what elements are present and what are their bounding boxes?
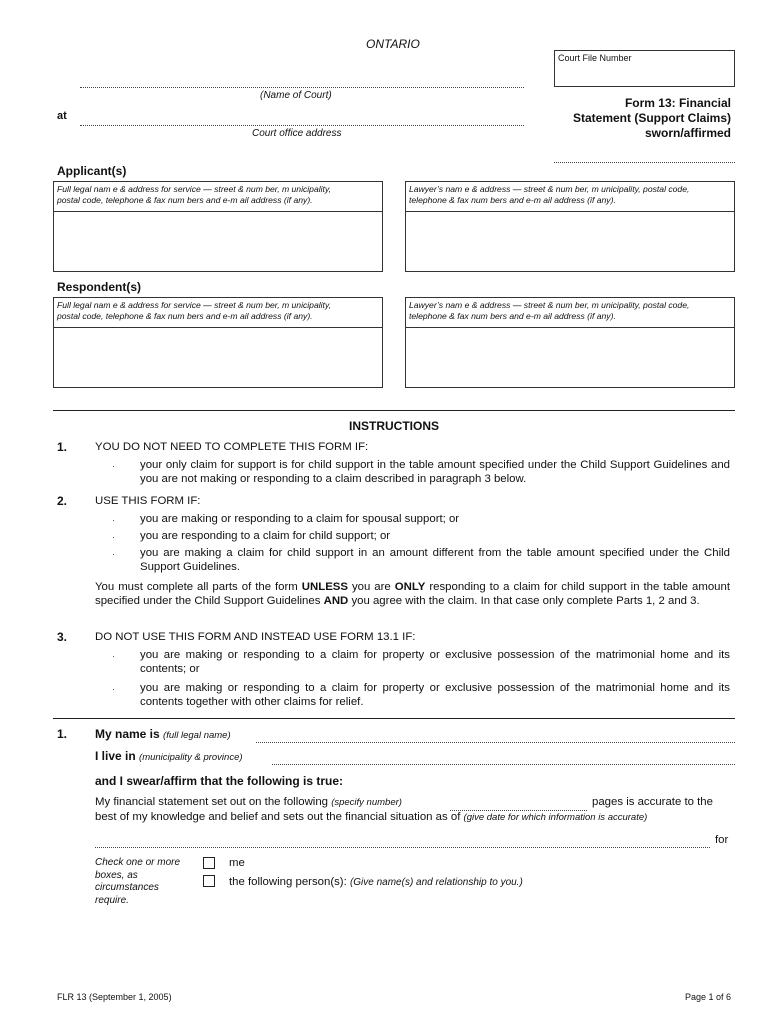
footer-form-id: FLR 13 (September 1, 2005) [57, 992, 172, 1002]
bullet-mark: · [112, 651, 115, 661]
form-title-line2: Statement (Support Claims) [572, 111, 731, 125]
instr-1-number: 1. [57, 440, 68, 454]
bullet-mark: · [112, 461, 115, 471]
sworn-date-field[interactable] [554, 161, 735, 163]
respondent-lawyer-instr-line2: telephone & fax num bers and e-m ail address (if any). [409, 311, 616, 321]
live-label: I live in [95, 749, 136, 763]
respondent-lawyer-instr-line1: Lawyer’s nam e & address — street & num ber, m unicipality, postal code, [409, 300, 690, 310]
statement-text-b: pages is accurate to the [592, 796, 713, 808]
court-office-label: Court office address [252, 128, 342, 139]
respondent-lawyer-instructions [406, 298, 734, 328]
instructions-bottom-rule [53, 718, 735, 719]
respondents-heading: Respondent(s) [57, 280, 141, 294]
applicant-info-box[interactable] [53, 181, 383, 272]
instr-2-title: USE THIS FORM IF: [95, 495, 201, 507]
form-title [540, 96, 731, 141]
form-title-line3: sworn/affirmed [644, 126, 731, 140]
form-title-line1: Form 13: Financial [624, 96, 731, 110]
name-hint: (full legal name) [163, 730, 231, 741]
statement-hint-number: (specify number) [331, 797, 402, 808]
live-hint: (municipality & province) [139, 752, 243, 763]
instr-2-para-part-d: you agree with the claim. In that case only complete Parts 1, 2 and 3. [348, 594, 700, 607]
statement-line-1 [95, 796, 402, 808]
instr-2-para-only: ONLY [394, 581, 426, 593]
footer-page-number: Page 1 of 6 [684, 992, 731, 1002]
name-row [95, 727, 231, 741]
instr-3-title: DO NOT USE THIS FORM AND INSTEAD USE FORM 13.1 IF: [95, 631, 416, 643]
instr-2-para-unless: UNLESS [301, 581, 348, 593]
court-name-label: (Name of Court) [260, 90, 332, 101]
part1-number: 1. [57, 727, 68, 741]
applicant-info-instr-line2: postal code, telephone & fax num bers and e-m ail address (if any). [57, 195, 313, 205]
instr-2-para-part-b: you are [347, 581, 395, 593]
name-label: My name is [95, 727, 160, 741]
bullet-mark: · [112, 549, 115, 559]
instructions-heading: INSTRUCTIONS [349, 419, 439, 433]
bullet-mark: · [112, 532, 115, 542]
statement-text-c: best of my knowledge and belief and sets out the financial situation as of [95, 811, 461, 823]
instr-2-paragraph [95, 581, 730, 608]
instr-2-para-and: AND [323, 594, 349, 607]
statement-hint-date: (give date for which information is accurate) [463, 812, 648, 823]
instr-3-bullet-2: you are making or responding to a claim for property or exclusive possession of the matrimonial home and its contents together with other claims for relief. [140, 682, 730, 708]
instr-2-number: 2. [57, 494, 68, 508]
applicant-info-instructions [54, 182, 382, 212]
checkbox-following-persons[interactable] [203, 875, 215, 887]
instr-2-para-part-c: responding to a claim for child support in the table amount specified under the Child Support Guidelines [95, 581, 730, 607]
bullet-mark: · [112, 515, 115, 525]
option-me-label: me [229, 857, 245, 869]
full-name-field[interactable] [256, 741, 735, 743]
respondent-info-instr-line2: postal code, telephone & fax num bers and e-m ail address (if any). [57, 311, 313, 321]
respondent-info-box[interactable] [53, 297, 383, 388]
instr-2-bullet-2: you are responding to a claim for child support; or [140, 530, 391, 542]
bullet-mark: · [112, 684, 115, 694]
instr-2-bullet-3: you are making a claim for child support in an amount different from the table amount specified under the Child Support Guidelines. [140, 547, 730, 573]
court-office-field[interactable] [80, 124, 524, 126]
instr-3-bullet-1: you are making or responding to a claim for property or exclusive possession of the matrimonial home and its contents; or [140, 649, 730, 675]
check-boxes-note: Check one or more boxes, as circumstances require. [95, 857, 181, 906]
instr-1-title: YOU DO NOT NEED TO COMPLETE THIS FORM IF: [95, 441, 369, 453]
instr-2-para-part-a: You must complete all parts of the form [95, 581, 302, 593]
court-file-number-label: Court File Number [558, 53, 632, 63]
applicant-lawyer-instr-line1: Lawyer’s nam e & address — street & num ber, m unicipality, postal code, [409, 184, 690, 194]
statement-line-2 [95, 811, 647, 823]
option-persons-row [229, 876, 523, 888]
instr-1-bullet-1: your only claim for support is for child support in the table amount specified under the Child Support Guidelines and you are not making or responding to a claim described in paragraph 3 below. [140, 459, 730, 485]
applicant-lawyer-instructions [406, 182, 734, 212]
respondent-info-instr-line1: Full legal nam e & address for service — street & num ber, m unicipality, [57, 300, 331, 310]
court-name-field[interactable] [80, 86, 524, 88]
applicant-info-instr-line1: Full legal nam e & address for service — street & num ber, m unicipality, [57, 184, 331, 194]
for-label: for [715, 834, 729, 846]
respondent-info-instructions [54, 298, 382, 328]
instructions-top-rule [53, 410, 735, 411]
municipality-field[interactable] [272, 763, 735, 765]
applicants-heading: Applicant(s) [57, 164, 127, 178]
live-row [95, 749, 243, 763]
option-persons-hint: (Give name(s) and relationship to you.) [349, 877, 523, 888]
respondent-lawyer-box[interactable] [405, 297, 735, 388]
at-label: at [57, 110, 67, 122]
as-of-date-field[interactable] [95, 846, 710, 848]
instr-2-bullet-1: you are making or responding to a claim for spousal support; or [140, 513, 460, 525]
statement-text-a: My financial statement set out on the following [95, 796, 329, 808]
province-title: ONTARIO [366, 37, 420, 51]
instr-3-number: 3. [57, 630, 68, 644]
swear-statement: and I swear/affirm that the following is true: [95, 774, 344, 788]
court-file-number-box[interactable] [554, 50, 735, 87]
applicant-lawyer-box[interactable] [405, 181, 735, 272]
checkbox-me[interactable] [203, 857, 215, 869]
option-persons-label: the following person(s): [229, 876, 347, 888]
applicant-lawyer-instr-line2: telephone & fax num bers and e-m ail address (if any). [409, 195, 616, 205]
